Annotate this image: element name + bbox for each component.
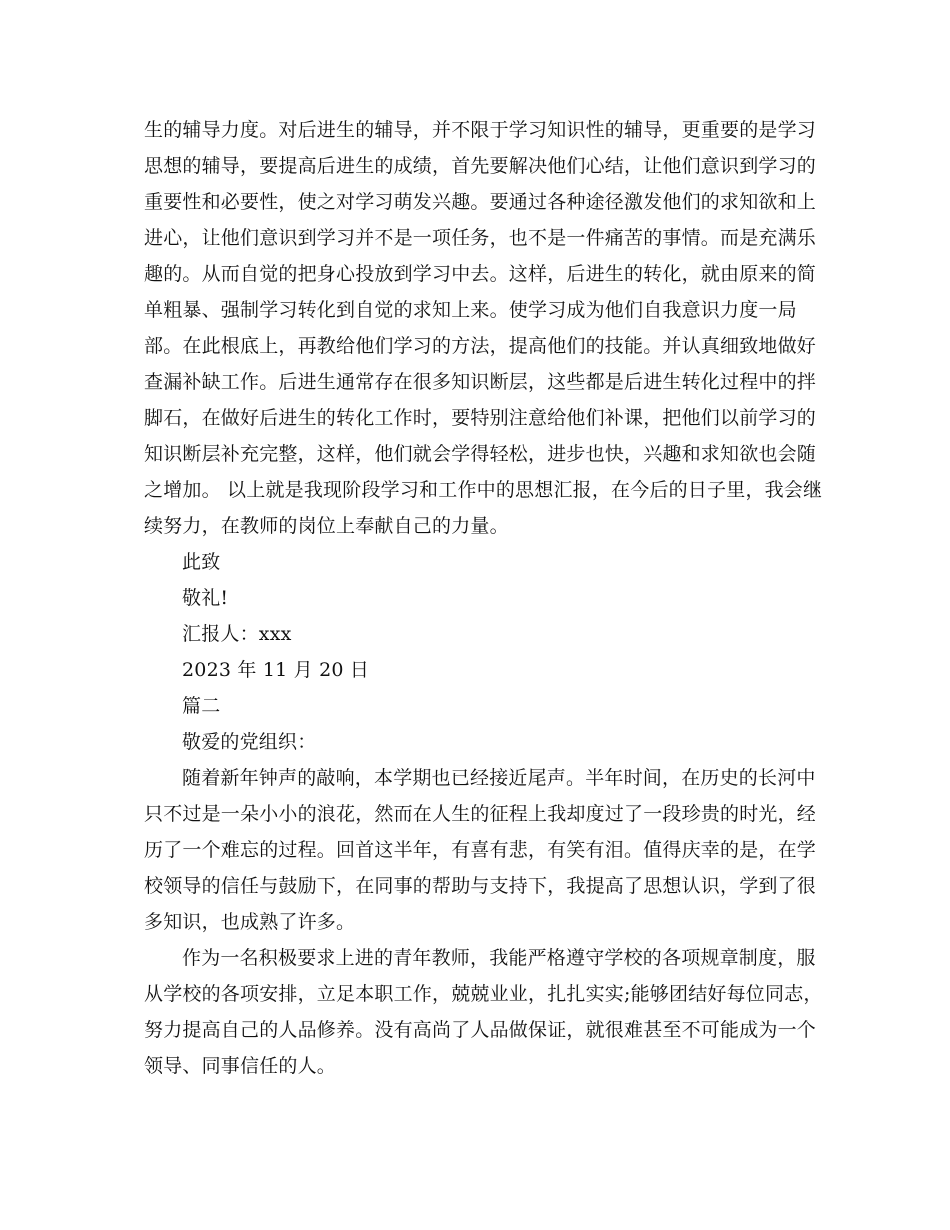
paragraph-line: 历了一个难忘的过程。回首这半年，有喜有悲，有笑有泪。值得庆幸的是，在学 [144, 839, 817, 861]
salutation: 敬礼! [182, 587, 229, 609]
paragraph-line: 部。在此根底上，再教给他们学习的方法，提高他们的技能。并认真细致地做好 [144, 335, 817, 357]
closing-phrase: 此致 [182, 551, 221, 573]
paragraph-line: 生的辅导力度。对后进生的辅导，并不限于学习知识性的辅导，更重要的是学习 [144, 119, 817, 141]
document-body [144, 112, 823, 1084]
section-heading: 篇二 [182, 695, 221, 717]
paragraph-line: 领导、同事信任的人。 [144, 1055, 337, 1077]
paragraph-line: 思想的辅导，要提高后进生的成绩，首先要解决他们心结，让他们意识到学习的 [144, 155, 817, 177]
paragraph-line: 趣的。从而自觉的把身心投放到学习中去。这样，后进生的转化，就由原来的简 [144, 263, 817, 285]
paragraph-line: 重要性和必要性，使之对学习萌发兴趣。要通过各种途径激发他们的求知欲和上 [144, 191, 817, 213]
paragraph-line: 作为一名积极要求上进的青年教师，我能严格遵守学校的各项规章制度，服 [182, 947, 816, 969]
paragraph-line: 进心，让他们意识到学习并不是一项任务，也不是一件痛苦的事情。而是充满乐 [144, 227, 817, 249]
paragraph-line: 续努力，在教师的岗位上奉献自己的力量。 [144, 515, 509, 537]
paragraph-line: 多知识，也成熟了许多。 [144, 911, 356, 933]
paragraph-line: 努力提高自己的人品修养。没有高尚了人品做保证，就很难甚至不可能成为一个 [144, 1019, 817, 1041]
paragraph-line: 查漏补缺工作。后进生通常存在很多知识断层，这些都是后进生转化过程中的拌 [144, 371, 817, 393]
paragraph-line: 从学校的各项安排，立足本职工作，兢兢业业，扎扎实实;能够团结好每位同志， [144, 983, 823, 1005]
paragraph-line: 脚石，在做好后进生的转化工作时，要特别注意给他们补课，把他们以前学习的 [144, 407, 817, 429]
paragraph-line: 单粗暴、强制学习转化到自觉的求知上来。使学习成为他们自我意识力度一局 [144, 299, 797, 321]
paragraph-line: 知识断层补充完整，这样，他们就会学得轻松，进步也快，兴趣和求知欲也会随 [144, 443, 817, 465]
paragraph-line: 校领导的信任与鼓励下，在同事的帮助与支持下，我提高了思想认识，学到了很 [144, 875, 817, 897]
letter-greeting: 敬爱的党组织： [182, 731, 317, 753]
reporter-signature: 汇报人：xxx [182, 623, 292, 645]
paragraph-line: 只不过是一朵小小的浪花，然而在人生的征程上我却度过了一段珍贵的时光，经 [144, 803, 817, 825]
paragraph-line: 之增加。 以上就是我现阶段学习和工作中的思想汇报，在今后的日子里，我会继 [144, 479, 823, 501]
report-date: 2023 年 11 月 20 日 [182, 659, 370, 681]
paragraph-line: 随着新年钟声的敲响，本学期也已经接近尾声。半年时间，在历史的长河中 [182, 767, 816, 789]
